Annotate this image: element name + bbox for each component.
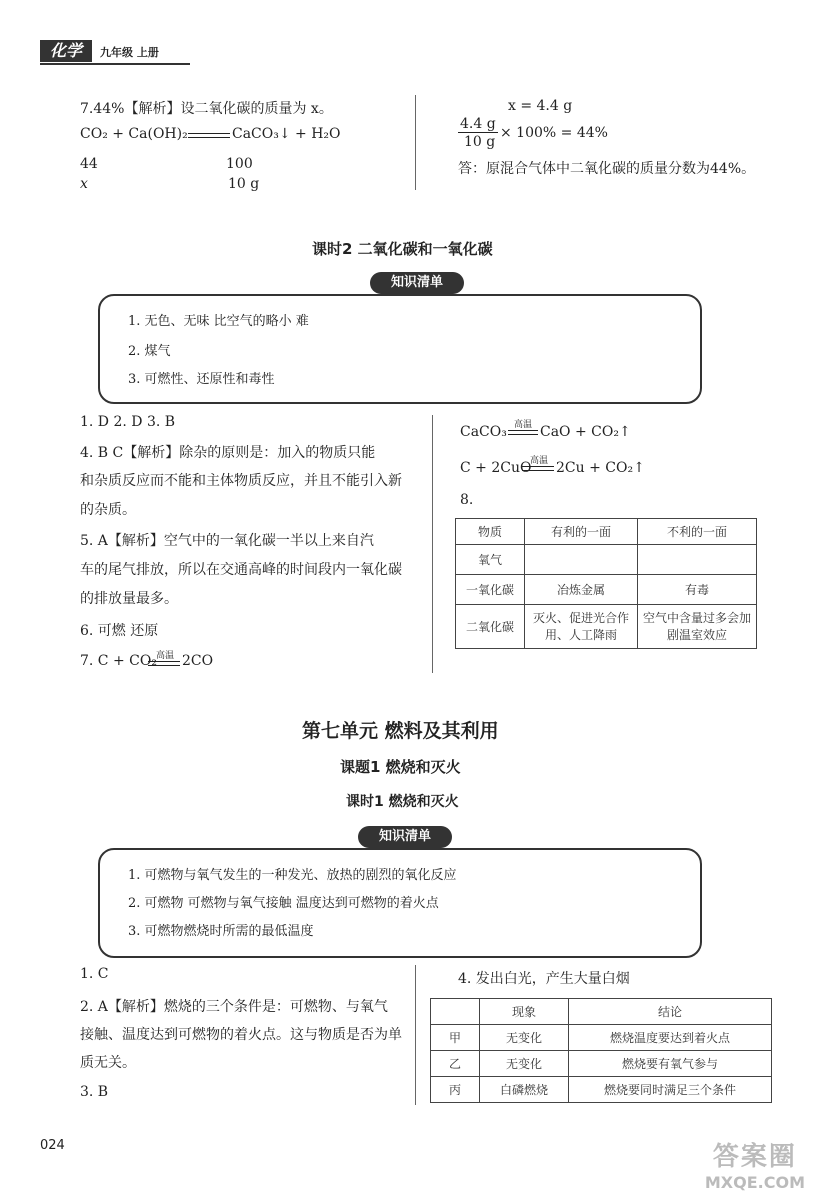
table-header-cell: 结论: [569, 999, 772, 1025]
eq7-condition: 高温: [156, 651, 175, 661]
watermark-url: MXQE.COM: [704, 1173, 805, 1192]
q7-line1: 7.44%【解析】设二氧化碳的质量为 x。: [80, 101, 333, 117]
page-number: 024: [40, 1138, 65, 1153]
var-x: x: [80, 176, 88, 192]
s2-left-line: 接触、温度达到可燃物的着火点。这与物质是否为单: [80, 1027, 402, 1043]
s1-left-line: 的杂质。: [80, 502, 136, 518]
table-cell: [525, 545, 638, 575]
table-cell: 氧气: [456, 545, 525, 575]
s2-left-line: 2. A【解析】燃烧的三个条件是：可燃物、与氧气: [80, 999, 388, 1015]
knowledge-item: 2. 煤气: [128, 344, 171, 359]
eq-right: CaCO₃↓ + H₂O: [232, 126, 341, 142]
knowledge-item: 3. 可燃性、还原性和毒性: [128, 372, 275, 387]
q4-line: 4. 发出白光，产生大量白烟: [458, 971, 630, 987]
lesson1-title: 课时1 燃烧和灭火: [346, 794, 459, 810]
column-divider: [415, 965, 416, 1105]
table-cell: 无变化: [480, 1051, 569, 1077]
s1-left-line: 4. B C【解析】除杂的原则是：加入的物质只能: [80, 445, 376, 461]
table-cell: 灭火、促进光合作用、人工降雨: [525, 605, 638, 649]
table-cell: [638, 545, 757, 575]
table-cell: 冶炼金属: [525, 575, 638, 605]
q8-label: 8.: [460, 492, 474, 508]
eq7-right: 2CO: [182, 653, 214, 669]
eq-cuo-condition: 高温: [530, 456, 549, 466]
knowledge-box-1: [98, 294, 702, 404]
header-divider: [40, 63, 190, 65]
knowledge-box-2: [98, 848, 702, 958]
s2-left-line: 质无关。: [80, 1055, 136, 1071]
q8-table: [455, 518, 757, 649]
table-cell: 甲: [431, 1025, 480, 1051]
unit7-title: 第七单元 燃料及其利用: [302, 720, 499, 742]
table-row: [431, 999, 772, 1025]
s1-left-line: 车的尾气排放，所以在交通高峰的时间段内一氧化碳: [80, 562, 402, 578]
knowledge-pill-2: 知识清单: [358, 826, 452, 848]
knowledge-item: 2. 可燃物 可燃物与氧气接触 温度达到可燃物的着火点: [128, 896, 439, 911]
mass-44: 44: [80, 156, 98, 172]
eq7-double-line: [148, 661, 180, 666]
table-cell: 燃烧要同时满足三个条件: [569, 1077, 772, 1103]
s1-left-line: 5. A【解析】空气中的一氧化碳一半以上来自汽: [80, 533, 374, 549]
s1-left-line: 和杂质反应而不能和主体物质反应，并且不能引入新: [80, 473, 402, 489]
table-row: [456, 519, 757, 545]
table-cell: 二氧化碳: [456, 605, 525, 649]
table-header-cell: [431, 999, 480, 1025]
eq-caco3-double-line: [508, 430, 538, 435]
table-cell: 一氧化碳: [456, 575, 525, 605]
table-header-cell: 不利的一面: [638, 519, 757, 545]
knowledge-item: 3. 可燃物燃烧时所需的最低温度: [128, 924, 314, 939]
table-cell: 乙: [431, 1051, 480, 1077]
s1-left-line: 1. D 2. D 3. B: [80, 414, 176, 430]
mass-100: 100: [226, 156, 253, 172]
x-result: x = 4.4 g: [508, 98, 573, 114]
table-cell: 丙: [431, 1077, 480, 1103]
s1-left-line: 的排放量最多。: [80, 591, 178, 607]
fraction-bar: [458, 132, 498, 133]
q4-table: [430, 998, 772, 1103]
table-cell: 有毒: [638, 575, 757, 605]
eq-double-line: [188, 133, 230, 138]
fraction-numerator: 4.4 g: [460, 116, 496, 132]
table-row: [456, 605, 757, 649]
knowledge-item: 1. 可燃物与氧气发生的一种发光、放热的剧烈的氧化反应: [128, 868, 457, 883]
column-divider: [415, 95, 416, 190]
eq-caco3-left: CaCO₃: [460, 424, 507, 440]
topic1-title: 课题1 燃烧和灭火: [340, 758, 461, 776]
lesson2-title: 课时2 二氧化碳和一氧化碳: [312, 240, 493, 258]
table-cell: 空气中含量过多会加剧温室效应: [638, 605, 757, 649]
answer-line: 答：原混合气体中二氧化碳的质量分数为44%。: [458, 161, 756, 177]
table-cell: 无变化: [480, 1025, 569, 1051]
fraction-rest: × 100% = 44%: [500, 125, 608, 141]
table-header-cell: 物质: [456, 519, 525, 545]
s1-left-line: 6. 可燃 还原: [80, 623, 159, 639]
knowledge-item: 1. 无色、无味 比空气的略小 难: [128, 314, 309, 329]
eq-caco3-right: CaO + CO₂↑: [540, 424, 631, 440]
eq-caco3-condition: 高温: [514, 420, 533, 430]
table-row: [456, 545, 757, 575]
eq7-left: 7. C + CO₂: [80, 653, 157, 669]
s2-left-line: 3. B: [80, 1084, 109, 1100]
table-header-cell: 有利的一面: [525, 519, 638, 545]
subject-badge: 化学: [40, 40, 92, 62]
table-row: [431, 1077, 772, 1103]
table-row: [431, 1025, 772, 1051]
table-header-cell: 现象: [480, 999, 569, 1025]
grade-label: 九年级 上册: [100, 46, 159, 59]
table-cell: 燃烧要有氧气参与: [569, 1051, 772, 1077]
knowledge-pill-1: 知识清单: [370, 272, 464, 294]
watermark-logo: 答案圈: [712, 1142, 797, 1172]
eq-cuo-right: 2Cu + CO₂↑: [556, 460, 645, 476]
column-divider: [432, 415, 433, 673]
eq-cuo-left: C + 2CuO: [460, 460, 532, 476]
table-row: [456, 575, 757, 605]
table-cell: 白磷燃烧: [480, 1077, 569, 1103]
eq-cuo-double-line: [522, 466, 554, 471]
table-row: [431, 1051, 772, 1077]
eq-left: CO₂ + Ca(OH)₂: [80, 126, 188, 142]
mass-10g: 10 g: [228, 176, 260, 192]
watermark: [705, 1136, 805, 1192]
s2-left-line: 1. C: [80, 966, 109, 982]
table-cell: 燃烧温度要达到着火点: [569, 1025, 772, 1051]
fraction-denominator: 10 g: [464, 134, 496, 150]
